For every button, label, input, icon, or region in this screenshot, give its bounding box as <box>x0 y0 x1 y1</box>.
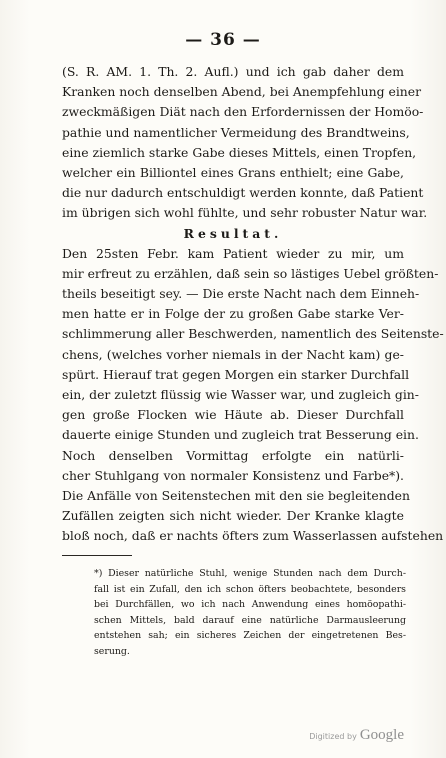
footnote-line: fall ist ein Zufall, den ich schon öfters beobachtete, besonders <box>94 583 406 595</box>
page-number: — 36 — <box>185 30 261 50</box>
footnote-line: serung. <box>94 645 130 657</box>
text-line: gen große Flocken wie Häute ab. Dieser Durchfall <box>62 407 404 423</box>
text-line: Den 25sten Febr. kam Patient wieder zu mir, um <box>62 245 404 261</box>
text-line: bloß noch, daß er nachts öfters zum Wasserlassen aufstehen <box>62 528 444 544</box>
footnote-line: *) Dieser natürliche Stuhl, wenige Stunden nach dem Durch- <box>94 568 406 579</box>
text-line: men hatte er in Folge der zu großen Gabe starke Ver- <box>62 306 404 322</box>
footnote-rule <box>62 555 132 556</box>
footnote-line: entstehen sah; ein sicheres Zeichen der eingetretenen Bes- <box>94 630 406 642</box>
footnote-line: bei Durchfällen, wo ich nach Anwendung eines homöopathi- <box>94 599 406 611</box>
text-line: Die Anfälle von Seitenstechen mit den sie begleitenden <box>62 487 410 503</box>
text-line: cher Stuhlgang von normaler Konsistenz und Farbe*). <box>62 467 404 483</box>
text-line: zweckmäßigen Diät nach den Erfordernissen der Homöo- <box>62 104 424 120</box>
text-line: theils beseitigt sey. — Die erste Nacht nach dem Einneh- <box>62 286 420 302</box>
text-line: dauerte einige Stunden und zugleich trat Besserung ein. <box>62 427 419 443</box>
text-line: spürt. Hierauf trat gegen Morgen ein starker Durchfall <box>62 366 410 382</box>
footnote <box>94 566 406 660</box>
text-line: im übrigen sich wohl fühlte, und sehr robuster Natur war. <box>62 205 428 221</box>
text-line: ein, der zuletzt flüssig wie Wasser war, und zugleich gin- <box>62 387 419 402</box>
text-line: welcher ein Billiontel eines Grans enthielt; eine Gabe, <box>62 164 404 180</box>
text-line: schlimmerung aller Beschwerden, namentlich des Seitenste- <box>62 326 444 342</box>
text-line: mir erfreut zu erzählen, daß sein so lästiges Uebel größten- <box>62 265 439 281</box>
google-logo: Google <box>359 727 404 743</box>
watermark-prefix: Digitized by <box>309 732 357 741</box>
text-line: Zufällen zeigten sich nicht wieder. Der Kranke klagte <box>62 508 404 524</box>
text-line: die nur dadurch entschuldigt werden konnte, daß Patient <box>62 185 424 201</box>
main-text <box>62 62 444 547</box>
text-line: Noch denselben Vormittag erfolgte ein natürli- <box>62 447 404 463</box>
footnote-line: schen Mittels, bald darauf eine natürliche Darmausleerung <box>94 614 406 626</box>
text-line: Kranken noch denselben Abend, bei Anempfehlung einer <box>62 84 422 100</box>
section-heading: Resultat. <box>183 225 283 241</box>
text-line: (S. R. AM. 1. Th. 2. Aufl.) und ich gab daher dem <box>62 64 404 79</box>
text-line: chens, (welches vorher niemals in der Nacht kam) ge- <box>62 346 404 362</box>
text-line: eine ziemlich starke Gabe dieses Mittels, einen Tropfen, <box>62 144 417 160</box>
digitization-watermark <box>309 727 404 744</box>
text-line: pathie und namentlicher Vermeidung des Brandtweins, <box>62 124 410 140</box>
